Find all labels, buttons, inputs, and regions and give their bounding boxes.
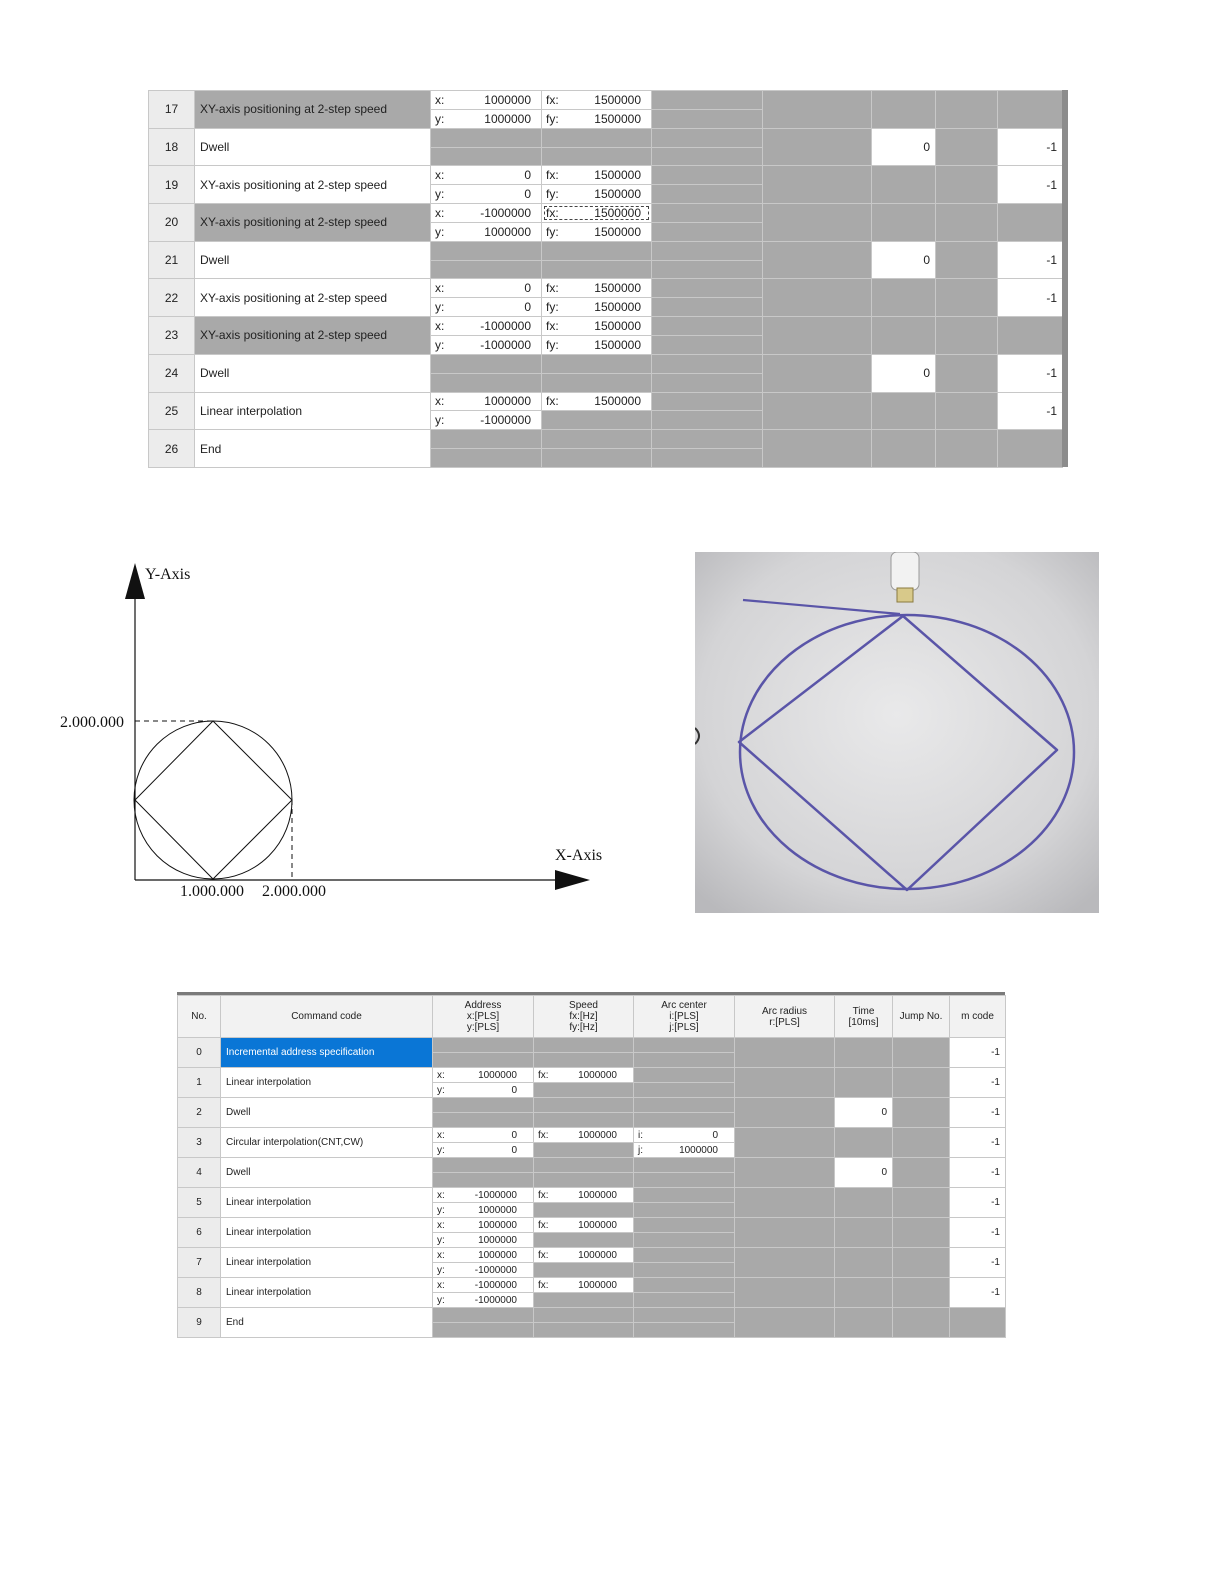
mcode-cell[interactable]: -1	[950, 1128, 1006, 1158]
mcode-cell[interactable]: -1	[998, 242, 1063, 280]
mcode-cell[interactable]	[950, 1308, 1006, 1338]
mcode-cell[interactable]: -1	[950, 1218, 1006, 1248]
command-cell[interactable]: Linear interpolation	[221, 1068, 433, 1098]
arc-radius-cell[interactable]	[763, 430, 872, 468]
mcode-cell[interactable]: -1	[950, 1188, 1006, 1218]
address-cell[interactable]: x: -1000000 y: -1000000	[431, 317, 542, 355]
command-cell[interactable]: Linear interpolation	[221, 1218, 433, 1248]
address-cell[interactable]: x: 0 y: 0	[431, 166, 542, 204]
time-cell[interactable]	[835, 1038, 893, 1068]
row-number: 20	[149, 204, 195, 242]
jump-cell[interactable]	[936, 393, 998, 431]
row-number: 7	[178, 1248, 221, 1278]
y-tick-label: 2.000.000	[60, 714, 124, 731]
mcode-cell[interactable]	[998, 430, 1063, 468]
mcode-cell[interactable]	[998, 204, 1063, 242]
address-cell[interactable]: x: 1000000 y: 0	[433, 1068, 534, 1098]
speed-cell[interactable]	[542, 129, 652, 167]
mcode-cell[interactable]: -1	[998, 129, 1063, 167]
header-address: Address x:[PLS] y:[PLS]	[433, 996, 534, 1038]
address-cell[interactable]: x: -1000000 y: 1000000	[433, 1188, 534, 1218]
arc-center-cell[interactable]	[652, 317, 763, 355]
mcode-cell[interactable]: -1	[998, 355, 1063, 393]
address-cell[interactable]	[433, 1158, 534, 1188]
jump-cell[interactable]	[936, 317, 998, 355]
row-number: 17	[149, 91, 195, 129]
arc-center-cell[interactable]	[652, 129, 763, 167]
command-cell[interactable]: XY-axis positioning at 2-step speed	[195, 317, 431, 355]
time-cell[interactable]	[835, 1128, 893, 1158]
mcode-cell[interactable]: -1	[998, 166, 1063, 204]
jump-cell[interactable]	[893, 1278, 950, 1308]
command-cell[interactable]: Dwell	[195, 242, 431, 280]
time-cell[interactable]	[835, 1308, 893, 1338]
row-number: 26	[149, 430, 195, 468]
speed-cell[interactable]	[534, 1038, 634, 1068]
header-command: Command code	[221, 996, 433, 1038]
time-cell[interactable]	[835, 1068, 893, 1098]
time-cell[interactable]	[835, 1248, 893, 1278]
arc-radius-cell[interactable]	[735, 1188, 835, 1218]
jump-cell[interactable]	[893, 1068, 950, 1098]
command-cell[interactable]: End	[195, 430, 431, 468]
jump-cell[interactable]	[936, 430, 998, 468]
mcode-cell[interactable]: -1	[998, 279, 1063, 317]
y-axis-label: Y-Axis	[145, 566, 191, 583]
command-cell[interactable]: Linear interpolation	[221, 1188, 433, 1218]
speed-cell[interactable]: fx: 1000000	[534, 1278, 634, 1308]
time-cell[interactable]	[872, 393, 936, 431]
command-cell[interactable]: XY-axis positioning at 2-step speed	[195, 166, 431, 204]
row-number: 25	[149, 393, 195, 431]
header-mcode: m code	[950, 996, 1006, 1038]
jump-cell[interactable]	[936, 204, 998, 242]
address-cell[interactable]	[433, 1098, 534, 1128]
time-cell[interactable]	[835, 1218, 893, 1248]
arc-center-cell[interactable]	[652, 279, 763, 317]
header-speed: Speed fx:[Hz] fy:[Hz]	[534, 996, 634, 1038]
arc-radius-cell[interactable]	[735, 1038, 835, 1068]
arc-radius-cell[interactable]	[735, 1128, 835, 1158]
mcode-cell[interactable]: -1	[950, 1248, 1006, 1278]
time-cell[interactable]	[872, 317, 936, 355]
time-cell[interactable]	[835, 1278, 893, 1308]
speed-cell[interactable]: fx: 1500000 fy: 1500000	[542, 279, 652, 317]
address-cell[interactable]: x: 0 y: 0	[431, 279, 542, 317]
arc-center-cell[interactable]	[634, 1158, 735, 1188]
address-cell[interactable]	[431, 355, 542, 393]
address-cell[interactable]	[431, 129, 542, 167]
row-number: 3	[178, 1128, 221, 1158]
arc-radius-cell[interactable]	[763, 317, 872, 355]
arc-radius-cell[interactable]	[763, 279, 872, 317]
time-cell[interactable]	[872, 166, 936, 204]
address-cell[interactable]: x: 1000000 y: -1000000	[431, 393, 542, 431]
diamond-path	[135, 721, 292, 879]
row-number: 6	[178, 1218, 221, 1248]
jump-cell[interactable]	[936, 355, 998, 393]
speed-cell[interactable]	[534, 1308, 634, 1338]
y-axis-arrow-icon	[125, 563, 145, 599]
jump-cell[interactable]	[893, 1158, 950, 1188]
command-cell[interactable]: XY-axis positioning at 2-step speed	[195, 91, 431, 129]
jump-cell[interactable]	[936, 91, 998, 129]
address-cell[interactable]	[433, 1038, 534, 1068]
program-table-top	[148, 90, 1063, 468]
arc-radius-cell[interactable]	[763, 242, 872, 280]
jump-cell[interactable]	[893, 1038, 950, 1068]
jump-cell[interactable]	[936, 129, 998, 167]
time-cell[interactable]	[835, 1188, 893, 1218]
mcode-cell[interactable]	[998, 91, 1063, 129]
speed-cell[interactable]: fx: 1500000 fy: 1500000	[542, 204, 652, 242]
jump-cell[interactable]	[893, 1248, 950, 1278]
program-table-bottom	[177, 995, 1006, 1338]
arc-radius-cell[interactable]	[735, 1098, 835, 1128]
arc-radius-cell[interactable]	[763, 204, 872, 242]
arc-center-cell[interactable]	[634, 1068, 735, 1098]
header-arc-center: Arc center i:[PLS] j:[PLS]	[634, 996, 735, 1038]
speed-cell[interactable]: fx: 1500000	[542, 393, 652, 431]
arc-radius-cell[interactable]	[763, 393, 872, 431]
mcode-cell[interactable]: -1	[950, 1158, 1006, 1188]
address-cell[interactable]: x: 1000000 y: -1000000	[433, 1248, 534, 1278]
jump-cell[interactable]	[893, 1218, 950, 1248]
circle-path	[134, 721, 292, 879]
row-number: 9	[178, 1308, 221, 1338]
address-cell[interactable]	[431, 430, 542, 468]
command-cell[interactable]: Dwell	[221, 1098, 433, 1128]
command-cell[interactable]: Dwell	[195, 129, 431, 167]
arc-center-cell[interactable]	[652, 166, 763, 204]
header-jump: Jump No.	[893, 996, 950, 1038]
arc-center-cell[interactable]	[652, 355, 763, 393]
time-cell[interactable]	[872, 91, 936, 129]
pen-tip-icon	[897, 588, 913, 602]
row-number: 8	[178, 1278, 221, 1308]
header-arc-radius: Arc radius r:[PLS]	[735, 996, 835, 1038]
arc-center-cell[interactable]: i: 0 j: 1000000	[634, 1128, 735, 1158]
header-time: Time [10ms]	[835, 996, 893, 1038]
time-cell[interactable]	[872, 279, 936, 317]
vertical-scrollbar[interactable]	[1062, 90, 1068, 467]
jump-cell[interactable]	[936, 279, 998, 317]
jump-cell[interactable]	[893, 1128, 950, 1158]
arc-radius-cell[interactable]	[735, 1068, 835, 1098]
address-cell[interactable]: x: -1000000 y: -1000000	[433, 1278, 534, 1308]
command-cell[interactable]: XY-axis positioning at 2-step speed	[195, 204, 431, 242]
jump-cell[interactable]	[893, 1308, 950, 1338]
speed-cell[interactable]: fx: 1000000	[534, 1188, 634, 1218]
address-cell[interactable]	[431, 242, 542, 280]
command-cell[interactable]: End	[221, 1308, 433, 1338]
arc-radius-cell[interactable]	[735, 1158, 835, 1188]
time-cell[interactable]	[872, 430, 936, 468]
row-number: 19	[149, 166, 195, 204]
speed-cell[interactable]	[542, 430, 652, 468]
address-cell[interactable]: x: 1000000 y: 1000000	[433, 1218, 534, 1248]
command-cell[interactable]: Circular interpolation(CNT,CW)	[221, 1128, 433, 1158]
arc-radius-cell[interactable]	[735, 1278, 835, 1308]
arc-center-cell[interactable]	[634, 1218, 735, 1248]
mcode-cell[interactable]: -1	[950, 1068, 1006, 1098]
time-cell[interactable]: 0	[872, 242, 936, 280]
jump-cell[interactable]	[936, 242, 998, 280]
time-cell[interactable]: 0	[872, 355, 936, 393]
command-cell[interactable]: Linear interpolation	[195, 393, 431, 431]
command-cell[interactable]: XY-axis positioning at 2-step speed	[195, 279, 431, 317]
mcode-cell[interactable]	[998, 317, 1063, 355]
address-cell[interactable]: x: -1000000 y: 1000000	[431, 204, 542, 242]
row-number: 2	[178, 1098, 221, 1128]
row-number: 21	[149, 242, 195, 280]
arc-center-cell[interactable]	[634, 1308, 735, 1338]
mcode-cell[interactable]: -1	[998, 393, 1063, 431]
speed-cell[interactable]: fx: 1000000	[534, 1218, 634, 1248]
plotter-result-photo	[695, 552, 1099, 913]
x-axis-label: X-Axis	[555, 847, 603, 864]
arc-center-cell[interactable]	[634, 1278, 735, 1308]
row-number: 24	[149, 355, 195, 393]
row-number: 0	[178, 1038, 221, 1068]
command-cell[interactable]: Linear interpolation	[221, 1278, 433, 1308]
jump-cell[interactable]	[893, 1098, 950, 1128]
command-cell[interactable]: Dwell	[221, 1158, 433, 1188]
speed-cell[interactable]: fx: 1000000	[534, 1248, 634, 1278]
speed-cell[interactable]: fx: 1500000 fy: 1500000	[542, 317, 652, 355]
arc-radius-cell[interactable]	[735, 1248, 835, 1278]
command-cell[interactable]: Linear interpolation	[221, 1248, 433, 1278]
mcode-cell[interactable]: -1	[950, 1098, 1006, 1128]
header-no: No.	[178, 996, 221, 1038]
speed-cell[interactable]	[542, 355, 652, 393]
speed-cell[interactable]: fx: 1000000	[534, 1128, 634, 1158]
speed-cell[interactable]: fx: 1500000 fy: 1500000	[542, 91, 652, 129]
arc-center-cell[interactable]	[634, 1248, 735, 1278]
row-number: 1	[178, 1068, 221, 1098]
arc-radius-cell[interactable]	[763, 166, 872, 204]
row-number: 18	[149, 129, 195, 167]
speed-cell[interactable]: fx: 1000000	[534, 1068, 634, 1098]
mcode-cell[interactable]: -1	[950, 1038, 1006, 1068]
arc-center-cell[interactable]	[634, 1188, 735, 1218]
address-cell[interactable]	[433, 1308, 534, 1338]
x-tick-label-2: 2.000.000	[262, 883, 326, 900]
jump-cell[interactable]	[936, 166, 998, 204]
arc-center-cell[interactable]	[652, 204, 763, 242]
speed-cell[interactable]	[534, 1158, 634, 1188]
arc-center-cell[interactable]	[634, 1098, 735, 1128]
arc-center-cell[interactable]	[652, 91, 763, 129]
arc-center-cell[interactable]	[634, 1038, 735, 1068]
arc-radius-cell[interactable]	[735, 1218, 835, 1248]
speed-cell[interactable]	[534, 1098, 634, 1128]
arc-radius-cell[interactable]	[763, 91, 872, 129]
row-number: 5	[178, 1188, 221, 1218]
row-number: 4	[178, 1158, 221, 1188]
arc-center-cell[interactable]	[652, 242, 763, 280]
arc-center-cell[interactable]	[652, 430, 763, 468]
pen-holder-icon	[891, 552, 919, 590]
address-cell[interactable]: x: 0 y: 0	[433, 1128, 534, 1158]
time-cell[interactable]: 0	[835, 1158, 893, 1188]
trajectory-diagram	[55, 555, 625, 905]
command-cell[interactable]: Dwell	[195, 355, 431, 393]
arc-center-cell[interactable]	[652, 393, 763, 431]
row-number: 22	[149, 279, 195, 317]
x-axis-arrow-icon	[555, 870, 590, 890]
arc-radius-cell[interactable]	[763, 129, 872, 167]
time-cell[interactable]: 0	[872, 129, 936, 167]
x-tick-label-1: 1.000.000	[180, 883, 244, 900]
time-cell[interactable]: 0	[835, 1098, 893, 1128]
address-cell[interactable]: x: 1000000 y: 1000000	[431, 91, 542, 129]
time-cell[interactable]	[872, 204, 936, 242]
arc-radius-cell[interactable]	[735, 1308, 835, 1338]
speed-cell[interactable]: fx: 1500000 fy: 1500000	[542, 166, 652, 204]
speed-cell[interactable]	[542, 242, 652, 280]
mcode-cell[interactable]: -1	[950, 1278, 1006, 1308]
arc-radius-cell[interactable]	[763, 355, 872, 393]
jump-cell[interactable]	[893, 1188, 950, 1218]
command-cell-selected[interactable]: Incremental address specification	[221, 1038, 433, 1068]
row-number: 23	[149, 317, 195, 355]
